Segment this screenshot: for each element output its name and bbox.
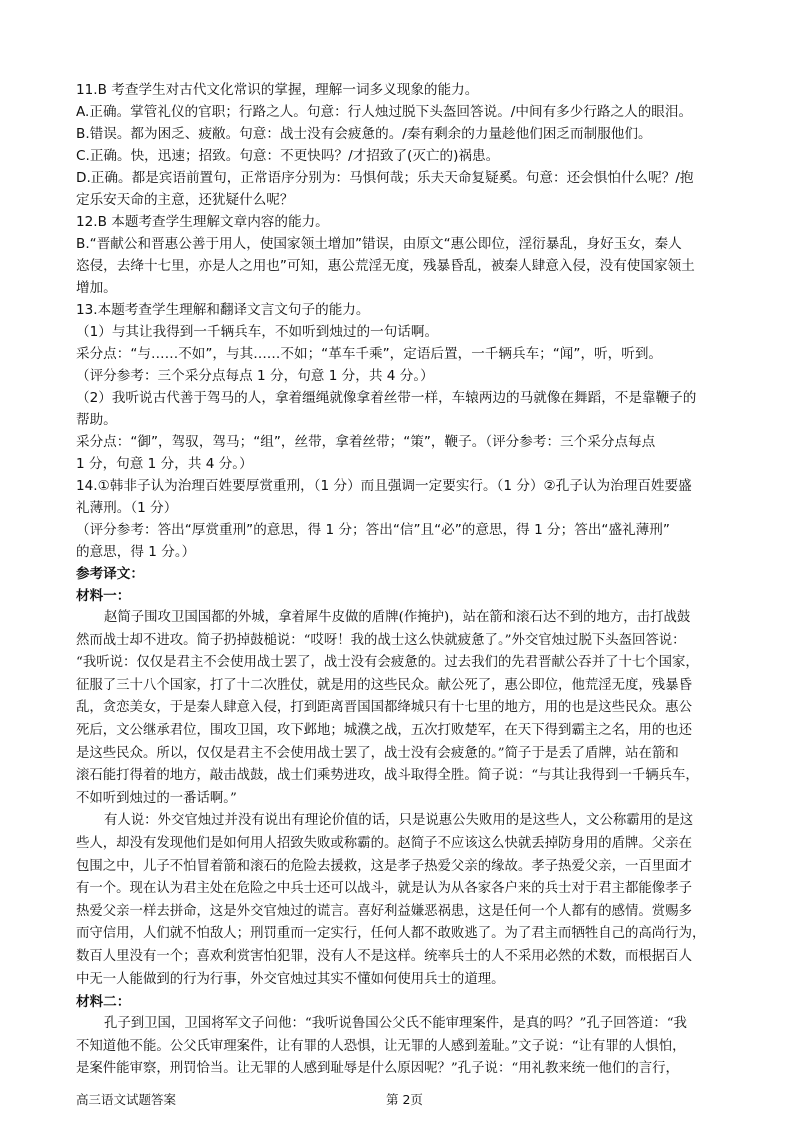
translation-line: 是案件能审察，刑罚恰当。让无罪的人感到耻辱是什么原因呢？”孔子说：“用礼教来统一他们的言行，: [76, 1061, 679, 1077]
answer-line: 恣侵，去绛十七里，亦是人之用也”可知，惠公荒淫无度，残暴昏乱，被秦人肆意入侵，没有使国家领土: [76, 258, 695, 274]
answer-line: 定乐安天命的主意，还犹疑什么呢？: [76, 192, 294, 208]
translation-line: 赵简子围攻卫国国都的外城，拿着犀牛皮做的盾牌(作掩护)，站在箭和滚石达不到的地方，击打战鼓: [104, 610, 691, 625]
material-one-heading: 材料一：: [76, 588, 131, 604]
translation-line: 滚石能打得着的地方，敲击战鼓，战士们乘势进攻，战斗取得全胜。简子说：“与其让我得到一千辆兵车，: [76, 768, 699, 784]
material-one-section: [76, 585, 730, 991]
answer-line: 12.B 本题考查学生理解文章内容的能力。: [76, 214, 329, 230]
answer-line: （2）我听说古代善于驾马的人，拿着缰绳就像拿着丝带一样，车辕两边的马就像在舞蹈，不是靠鞭子的: [76, 390, 697, 406]
translation-line: 不知道他不能。公父氏审理案件，让有罪的人恐惧，让无罪的人感到羞耻。”文子说：“让有罪的人惧怕，: [76, 1038, 686, 1054]
translation-line: 有一个。现在认为君主处在危险之中兵士还可以战斗，就是认为从各家各户来的兵士对于君主都能像孝子: [76, 881, 692, 897]
answer-line: 1 分，句意 1 分，共 4 分。）: [76, 456, 253, 472]
page-number: 第 2页: [386, 1092, 423, 1107]
translation-line: 孔子到卫国，卫国将军文子问他：“我听说鲁国公父氏不能审理案件，是真的吗？”孔子回答道：“我: [104, 1016, 687, 1032]
translation-line: 包围之中，儿子不怕冒着箭和滚石的危险去援救，这是孝子热爱父亲的缘故。孝子热爱父亲，一百里面才: [76, 858, 692, 874]
answer-line: 13.本题考查学生理解和翻译文言文句子的能力。: [76, 302, 370, 318]
answer-section: [76, 79, 730, 563]
footer-title: 高三语文试题答案: [76, 1092, 177, 1107]
translation-line: 热爱父亲一样去拼命，这是外交官烛过的谎言。喜好利益嫌恶祸患，这是任何一个人都有的感情。赏赐多: [76, 903, 692, 919]
answer-line: （评分参考：三个采分点每点 1 分，句意 1 分，共 4 分。）: [76, 368, 434, 384]
material-two-heading: 材料二：: [76, 994, 131, 1011]
answer-line: B.“晋献公和晋惠公善于用人，使国家领土增加”错误，由原文“惠公即位，淫衍暴乱，身好玉女，秦人: [76, 236, 682, 252]
translation-line: 不如听到烛过的一番话啊。”: [76, 790, 237, 806]
answer-line: 采分点：“御”，驾驭，驾马；“组”，丝带，拿着丝带；“策”，鞭子。（评分参考：三个采分点每点: [76, 434, 656, 450]
answer-line: （评分参考：答出“厚赏重刑”的意思，得 1 分；答出“信”且“必”的意思，得 1 分；答出“盛礼薄刑”: [76, 522, 670, 538]
translation-line: 死后，文公继承君位，围攻卫国，攻下邺地；城濮之战，五次打败楚军，在天下得到霸主之名，用的也还: [76, 722, 692, 738]
translation-line: 是这些民众。所以，仅仅是君主不会使用战士罢了，战士没有会疲惫的。”简子于是丢了盾牌，站在箭和: [76, 745, 679, 761]
answer-line: 11.B 考查学生对古代文化常识的掌握，理解一词多义现象的能力。: [76, 82, 479, 98]
answer-line: C.正确。快，迅速；招致。句意：不更快吗？/才招致了(灭亡的)祸患。: [76, 148, 500, 164]
translation-line: 然而战士却不进攻。简子扔掉鼓槌说：“哎呀！我的战士这么快就疲惫了。”外交官烛过脱下头盔回答说：: [76, 632, 686, 648]
answer-line: B.错误。都为困乏、疲敝。句意：战士没有会疲惫的。/秦有剩余的力量趁他们困乏而制服他们。: [76, 126, 652, 142]
translation-line: 乱，贪恋美女，于是秦人肆意入侵，打到距离晋国国都绛城只有十七里的地方，用的也是这些民众。惠公: [76, 700, 692, 716]
translation-line: “我听说：仅仅是君主不会使用战士罢了，战士没有会疲惫的。过去我们的先君晋献公吞并了十七个国家，: [76, 655, 699, 671]
answer-line: D.正确。都是宾语前置句，正常语序分别为：马惧何哉；乐夫天命复疑奚。句意：还会惧怕什么呢？/抱: [76, 170, 694, 186]
answer-line: 采分点：“与……不如”，与其……不如；“革车千乘”，定语后置，一千辆兵车；“闻”，听，听到。: [76, 346, 663, 362]
translation-line: 有人说：外交官烛过并没有说出有理论价值的话，只是说惠公失败用的是这些人，文公称霸用的是这: [104, 813, 694, 829]
translation-line: 些人，却没有发现他们是如何用人招致失败或称霸的。赵简子不应该这么快就丢掉防身用的盾牌。父亲在: [76, 835, 692, 851]
document-body: [76, 79, 730, 1081]
answer-line: 增加。: [76, 280, 117, 296]
translation-line: 而守信用，人们就不怕敌人；刑罚重而一定实行，任何人都不敢败逃了。为了君主而牺牲自己的高尚行为，: [76, 926, 706, 942]
translation-line: 中无一人能做到的行为行事，外交官烛过其实不懂如何使用兵士的道理。: [76, 971, 505, 987]
answer-line: A.正确。掌管礼仪的官职；行路之人。句意：行人烛过脱下头盔回答说。/中间有多少行路之人的眼泪。: [76, 104, 693, 120]
answer-line: 礼薄刑。（1 分）: [76, 500, 178, 516]
answer-line: （1）与其让我得到一千辆兵车，不如听到烛过的一句话啊。: [76, 324, 439, 340]
translation-heading: 参考译文：: [76, 566, 144, 582]
answer-line: 帮助。: [76, 412, 117, 428]
material-two-section: [76, 991, 730, 1081]
answer-line: 的意思，得 1 分。）: [76, 544, 196, 560]
answer-line: 14.①韩非子认为治理百姓要厚赏重刑，（1 分）而且强调一定要实行。（1 分）②孔子认为治理百姓要盛: [76, 478, 692, 494]
translation-line: 数百人里没有一个；喜欢利赏害怕犯罪，没有人不是这样。统率兵士的人不采用必然的术数，而根据百人: [76, 948, 692, 964]
translation-line: 征服了三十八个国家，打了十二次胜仗，就是用的这些民众。献公死了，惠公即位，他荒淫无度，残暴昏: [76, 677, 692, 693]
